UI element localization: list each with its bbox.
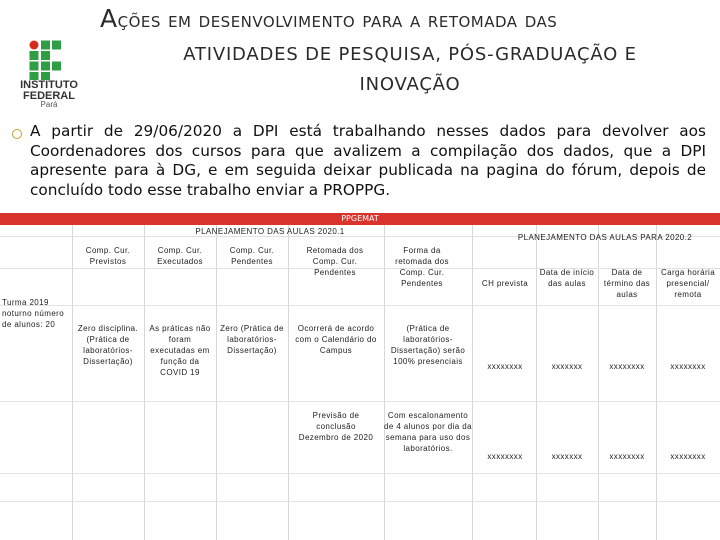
cell-ch-prevista-2: xxxxxxxx xyxy=(487,452,523,461)
col-header-comp-executados: Comp. Cur. Executados xyxy=(157,246,203,266)
page-title-line-3: INOVAÇÃO xyxy=(359,74,461,95)
program-header: PPGEMAT xyxy=(0,213,720,225)
col-header-comp-previstos: Comp. Cur. Previstos xyxy=(85,246,131,266)
turma-cell: Turma 2019 noturno número de alunos: 20 xyxy=(2,298,65,329)
cell-comp-pendentes: Zero (Prática de laboratórios-Dissertação) xyxy=(220,324,284,355)
title-line-1-text: ções em desenvolvimento para a retomada das xyxy=(117,8,558,32)
instituto-federal-logo xyxy=(14,40,84,108)
col-header-data-inicio: Data de início das aulas xyxy=(539,268,595,288)
col-header-retomada: Retomada dos Comp. Cur. Pendentes xyxy=(306,246,364,277)
cell-previsao-conclusao: Previsão de conclusão Dezembro de 2020 xyxy=(298,411,374,442)
logo-text-federal: FEDERAL xyxy=(23,90,75,102)
cell-carga-horaria: xxxxxxxx xyxy=(670,362,706,371)
col-header-comp-pendentes: Comp. Cur. Pendentes xyxy=(229,246,275,266)
cell-ch-prevista: xxxxxxxx xyxy=(487,362,523,371)
logo-grid-icon xyxy=(29,40,71,80)
cell-carga-horaria-2: xxxxxxxx xyxy=(670,452,706,461)
cell-escalonamento: Com escalonamento de 4 alunos por dia da semana para uso dos laboratórios. xyxy=(384,411,472,453)
col-header-forma-retomada: Forma da retomada dos Comp. Cur. Pendentes xyxy=(395,246,449,288)
cell-data-inicio: xxxxxxx xyxy=(551,362,583,371)
page-title-line-1 xyxy=(100,4,720,33)
logo-text-para: Pará xyxy=(40,100,58,109)
cell-comp-executados: As práticas não foram executadas em função da COVID 19 xyxy=(149,324,211,377)
logo-text-instituto: INSTITUTO xyxy=(20,79,78,91)
cell-data-termino-2: xxxxxxxx xyxy=(609,452,645,461)
planning-table xyxy=(0,225,720,540)
cell-data-termino: xxxxxxxx xyxy=(609,362,645,371)
cell-retomada: Ocorrerá de acordo com o Calendário do Campus xyxy=(295,324,377,355)
title-initial: A xyxy=(100,4,118,33)
page-title-line-2: ATIVIDADES DE PESQUISA, PÓS-GRADUAÇÃO E xyxy=(183,44,637,65)
group-header-2020-2: PLANEJAMENTO DAS AULAS PARA 2020.2 xyxy=(517,233,693,242)
bullet-icon xyxy=(12,129,22,139)
body-paragraph: A partir de 29/06/2020 a DPI está trabalhando nesses dados para devolver aos Coordenadores dos cursos para que avalizem a compilação dos dados, que a DPI apresente para à DG, e em seguida deixar publicada na pagina do fórum, depois de concluído todo esse trabalho enviar a PROPPG. xyxy=(30,122,706,199)
cell-data-inicio-2: xxxxxxx xyxy=(551,452,583,461)
cell-forma-retomada: (Prática de laboratórios-Dissertação) serão 100% presenciais xyxy=(390,324,466,366)
col-header-data-termino: Data de término das aulas xyxy=(603,268,651,299)
col-header-ch-prevista: CH prevista xyxy=(481,279,529,288)
group-header-2020-1: PLANEJAMENTO DAS AULAS 2020.1 xyxy=(195,227,345,236)
col-header-carga-horaria: Carga horária presencial/ remota xyxy=(660,268,716,299)
cell-comp-previstos: Zero disciplina. (Prática de laboratórios-Dissertação) xyxy=(77,324,139,366)
